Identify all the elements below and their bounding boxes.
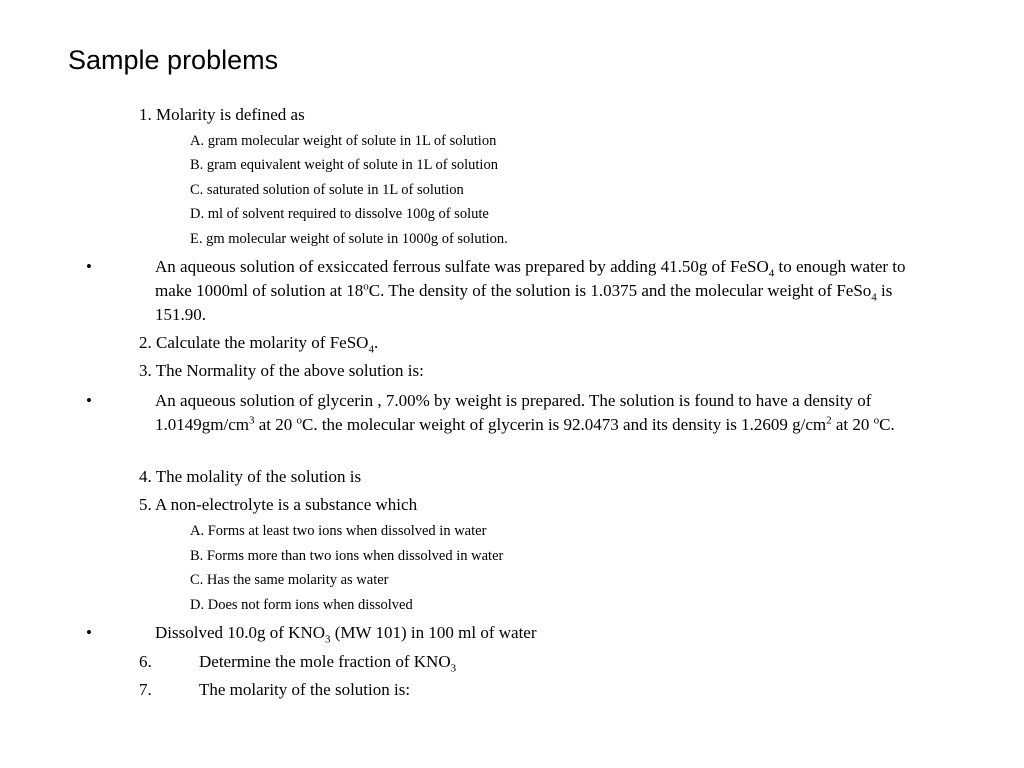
bullet-2: • [86,391,92,410]
question-6: 6. Determine the mole fraction of $KNO_3$ [139,652,457,675]
question-1-option-a: A. gram molecular weight of solute in 1L of solution [190,133,497,149]
question-5-option-c: C. Has the same molarity as water [190,572,389,588]
question-1-option-b: B. gram equivalent weight of solute in 1L of solution [190,157,498,173]
question-1-option-c: C. saturated solution of solute in 1L of solution [190,182,464,198]
question-1-option-e: E. gm molecular weight of solute in 1000g of solution. [190,231,508,247]
paragraph-glycerin: An aqueous solution of glycerin , 7.00% by weight is prepared. The solution is found to have a density of $1.0149gm/cm^3$ at 20 $^o$C. the molecular weight of glycerin is 92.0473 and its density is 1.2609 $g/cm^2$ at 20 $^o$C. [155,391,895,434]
question-7-number: 7. [139,680,152,699]
question-2: 2. Calculate the molarity of FeSO$_4$. [139,333,379,356]
bullet-1: • [86,257,92,276]
question-5-option-d: D. Does not form ions when dissolved [190,597,413,613]
question-5-stem: 5. A non-electrolyte is a substance which [139,495,418,514]
question-1-option-d: D. ml of solvent required to dissolve 100g of solute [190,206,489,222]
paragraph-potassium-nitrate: Dissolved 10.0g of $KNO_3$ (MW 101) in 100 ml of water [155,623,537,646]
question-4: 4. The molality of the solution is [139,467,362,486]
question-5-option-a: A. Forms at least two ions when dissolved in water [190,523,487,539]
question-5-option-b: B. Forms more than two ions when dissolved in water [190,548,504,564]
question-3: 3. The Normality of the above solution is: [139,361,424,380]
question-7: 7. The molarity of the solution is: [139,678,410,702]
question-6-number: 6. [139,652,152,671]
question-1-stem: 1. Molarity is defined as [139,105,305,124]
slide-title: Sample problems [68,45,279,75]
bullet-3: • [86,623,92,642]
paragraph-ferrous-sulfate: An aqueous solution of exsiccated ferrous sulfate was prepared by adding 41.50g of FeSO$_4$ to enough water to make 1000ml of solution at 18$^o$C. The density of the solution is 1.0375 and the molecular weight of FeSo$_4$ is 151.90. [155,257,906,324]
